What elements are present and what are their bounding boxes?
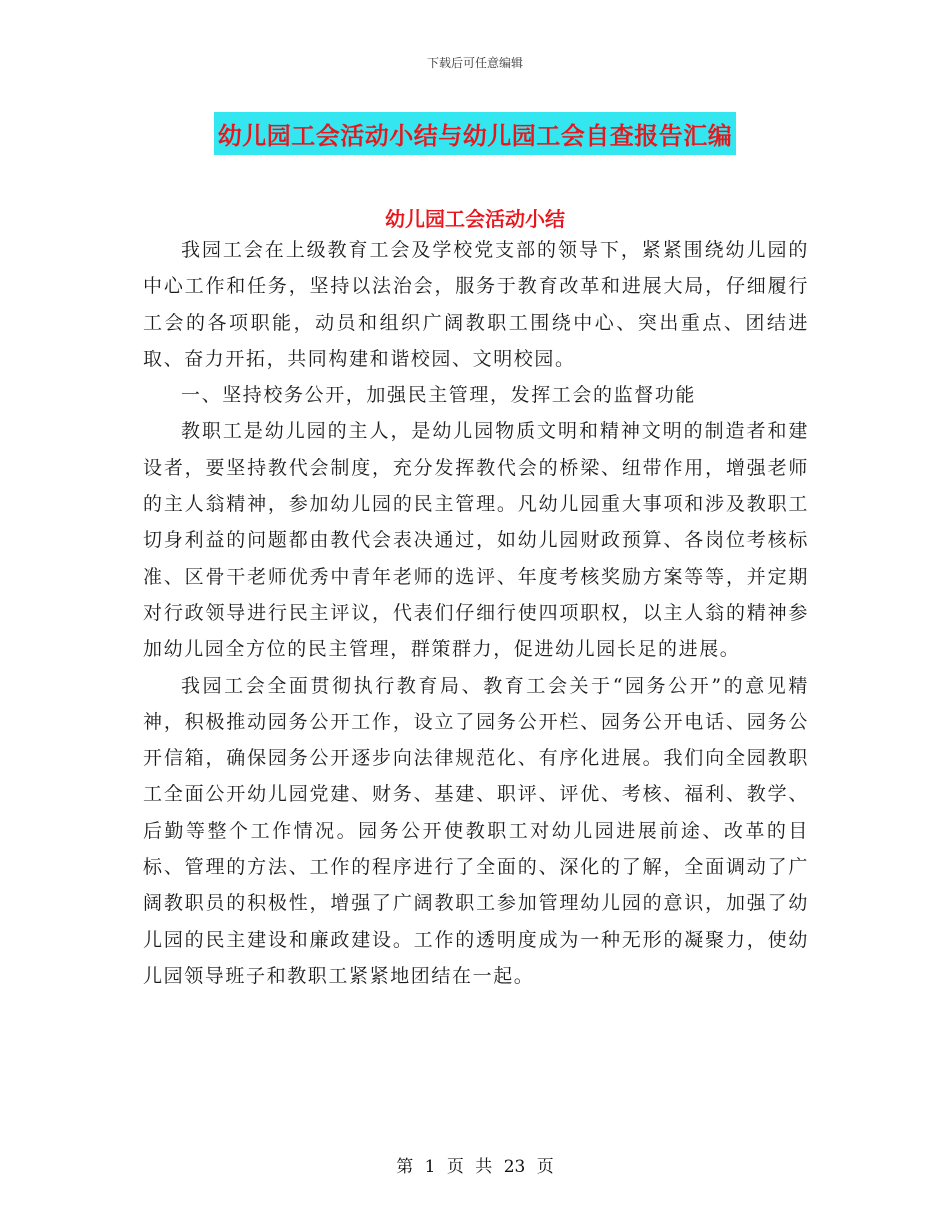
paragraph-openness: 我园工会全面贯彻执行教育局、教育工会关于“园务公开”的意见精神，积极推动园务公开工作，设立了园务公开栏、园务公开电话、园务公开信箱，确保园务公开逐步向法律规范化、有序化进展。我们向全园教职工全面公开幼儿园党建、财务、基建、职评、评优、考核、福利、教学、后勤等整个工作情况。园务公开使教职工对幼儿园进展前途、改革的目标、管理的方法、工作的程序进行了全面的、深化的了解，全面调动了广阔教职员的积极性，增强了广阔教职工参加管理幼儿园的意识，加强了幼儿园的民主建设和廉政建设。工作的透明度成为一种无形的凝聚力，使幼儿园领导班子和教职工紧紧地团结在一起。 (143, 674, 809, 987)
paragraph-intro: 我园工会在上级教育工会及学校党支部的领导下，紧紧围绕幼儿园的中心工作和任务，坚持以法治会，服务于教育改革和进展大局，仔细履行工会的各项职能，动员和组织广阔教职工围绕中心、突出重点、团结进取、奋力开拓，共同构建和谐校园、文明校园。 (143, 239, 809, 370)
paragraph-staff: 教职工是幼儿园的主人，是幼儿园物质文明和精神文明的制造者和建设者，要坚持教代会制度，充分发挥教代会的桥梁、纽带作用，增强老师的主人翁精神，参加幼儿园的民主管理。凡幼儿园重大事项和涉及教职工切身利益的问题都由教代会表决通过，如幼儿园财政预算、各岗位考核标准、区骨干老师优秀中青年老师的选评、年度考核奖励方案等等，并定期对行政领导进行民主评议，代表们仔细行使四项职权，以主人翁的精神参加幼儿园全方位的民主管理，群策群力，促进幼儿园长足的进展。 (143, 420, 809, 661)
main-title-wrap (0, 112, 950, 155)
section-title: 幼儿园工会活动小结 (385, 207, 565, 231)
paragraph-heading-1: 一、坚持校务公开，加强民主管理，发挥工会的监督功能 (181, 384, 697, 407)
body-text (143, 232, 809, 994)
main-title: 幼儿园工会活动小结与幼儿园工会自查报告汇编 (214, 112, 737, 155)
header-note: 下载后可任意编辑 (426, 56, 523, 70)
page-number: 第 1 页 共 23 页 (396, 1157, 554, 1177)
